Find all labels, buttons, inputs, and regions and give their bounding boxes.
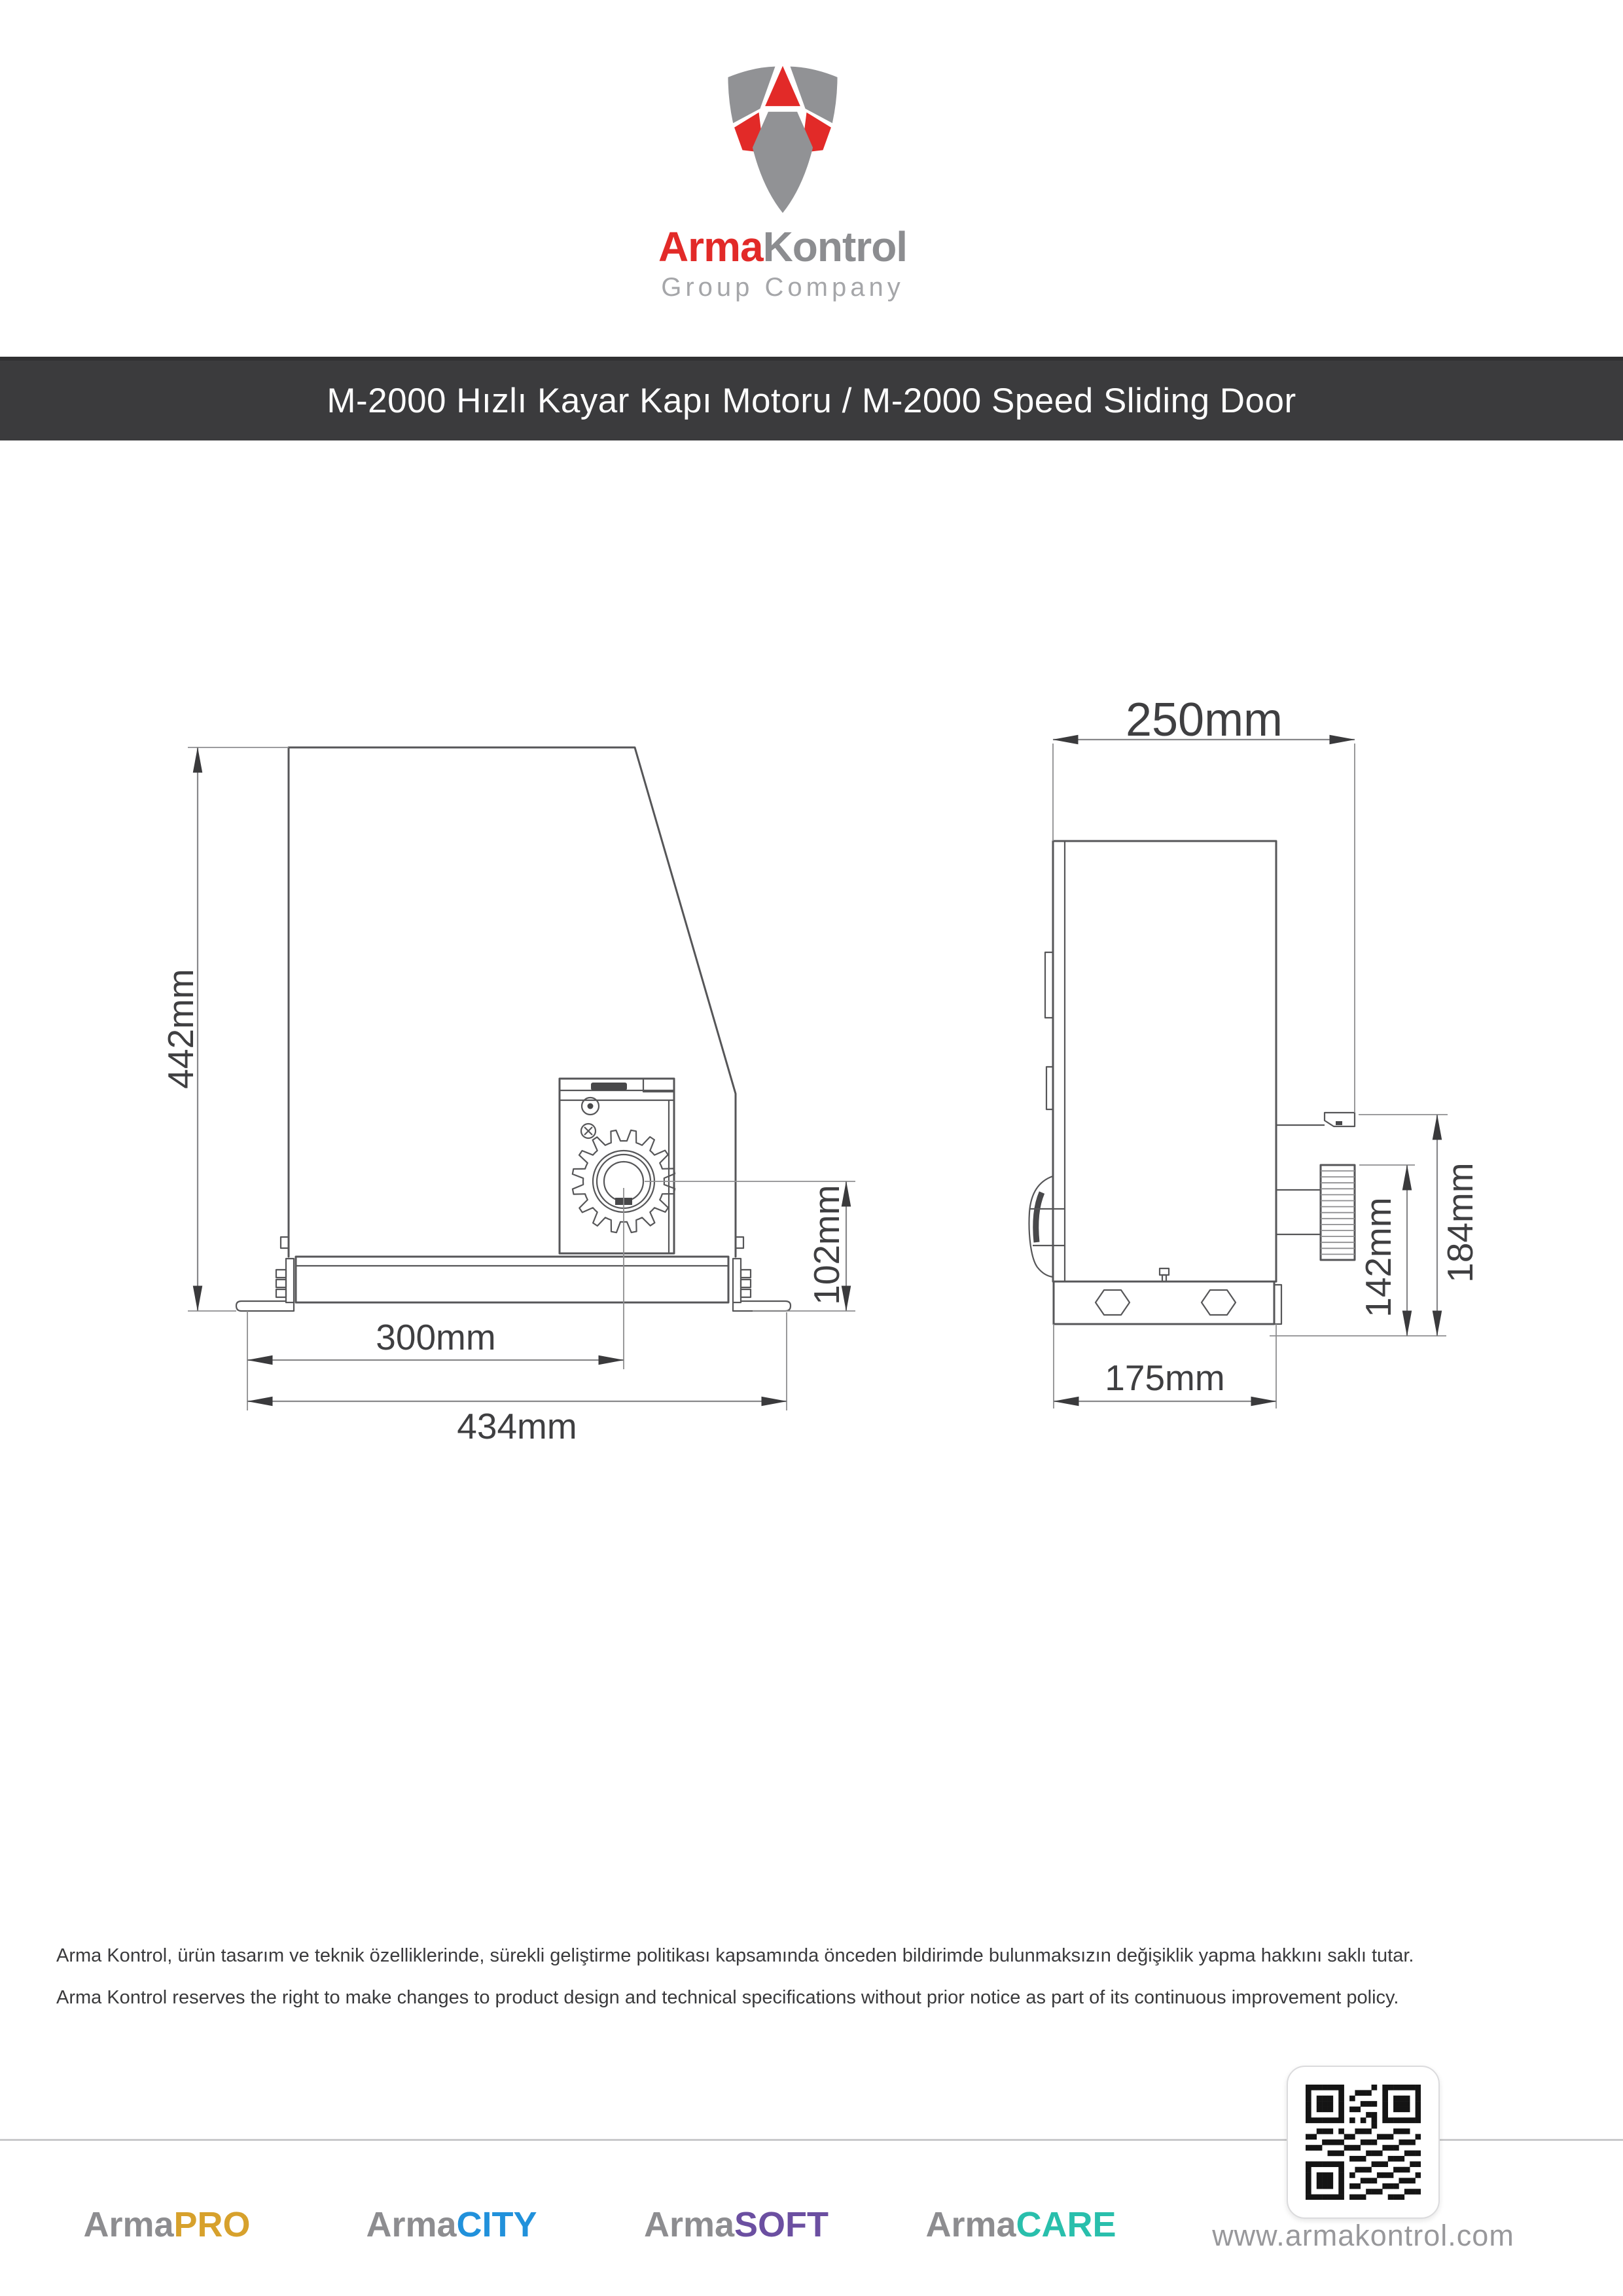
logo-subtitle: Group Company xyxy=(661,273,904,302)
company-logo xyxy=(586,63,979,300)
disclaimer-tr: Arma Kontrol, ürün tasarım ve teknik özelliklerinde, sürekli geliştirme politikası kapsamında önceden bildirimde bulunmaksızın değişiklik yapma hakkını saklı tutar. xyxy=(56,1945,1414,1966)
brand-prefix: Arma xyxy=(643,2205,735,2244)
shield-logo-icon xyxy=(720,63,846,217)
dim-label-total-width: 434mm xyxy=(457,1406,577,1446)
brand-suffix: CITY xyxy=(456,2205,537,2244)
qr-code-icon xyxy=(1306,2085,1421,2200)
brand-suffix: PRO xyxy=(173,2205,251,2244)
brand-armasoft xyxy=(644,2204,829,2245)
motor-unit-front xyxy=(560,1079,674,1253)
dim-label-base-width: 175mm xyxy=(1105,1357,1225,1398)
page-title: M-2000 Hızlı Kayar Kapı Motoru / M-2000 Speed Sliding Door xyxy=(327,381,1296,420)
dim-label-height: 442mm xyxy=(160,969,201,1089)
motor-body-side xyxy=(1029,841,1355,1324)
brand-prefix: Arma xyxy=(366,2205,457,2244)
front-view-dimensions xyxy=(160,747,855,1446)
dim-label-depth: 250mm xyxy=(1125,694,1283,746)
title-bar xyxy=(0,357,1623,440)
brand-suffix: CARE xyxy=(1016,2205,1116,2244)
qr-code xyxy=(1287,2066,1440,2219)
logo-wordmark xyxy=(586,223,979,270)
brand-armapro xyxy=(83,2204,250,2245)
brand-armacity xyxy=(366,2204,537,2245)
motor-body-front xyxy=(236,747,791,1311)
disclaimer-en: Arma Kontrol reserves the right to make changes to product design and technical specifications without prior notice as part of its continuous improvement policy. xyxy=(56,1987,1399,2008)
logo-text-arma: Arma xyxy=(658,223,763,270)
brand-suffix: SOFT xyxy=(734,2205,829,2244)
front-view-drawing xyxy=(151,677,916,1456)
logo-text-kontrol: Kontrol xyxy=(762,223,908,270)
brand-prefix: Arma xyxy=(83,2205,174,2244)
dim-label-gear-offset: 300mm xyxy=(376,1317,496,1357)
website-url: www.armakontrol.com xyxy=(1212,2219,1514,2252)
dim-label-pinion-height: 102mm xyxy=(806,1185,847,1305)
brand-armacare xyxy=(925,2204,1116,2245)
brand-prefix: Arma xyxy=(925,2205,1016,2244)
side-view-dimensions xyxy=(1053,694,1480,1408)
dim-label-bracket-top: 184mm xyxy=(1440,1162,1480,1283)
side-view-drawing xyxy=(1001,668,1505,1446)
dim-label-pinion-top: 142mm xyxy=(1358,1197,1399,1318)
